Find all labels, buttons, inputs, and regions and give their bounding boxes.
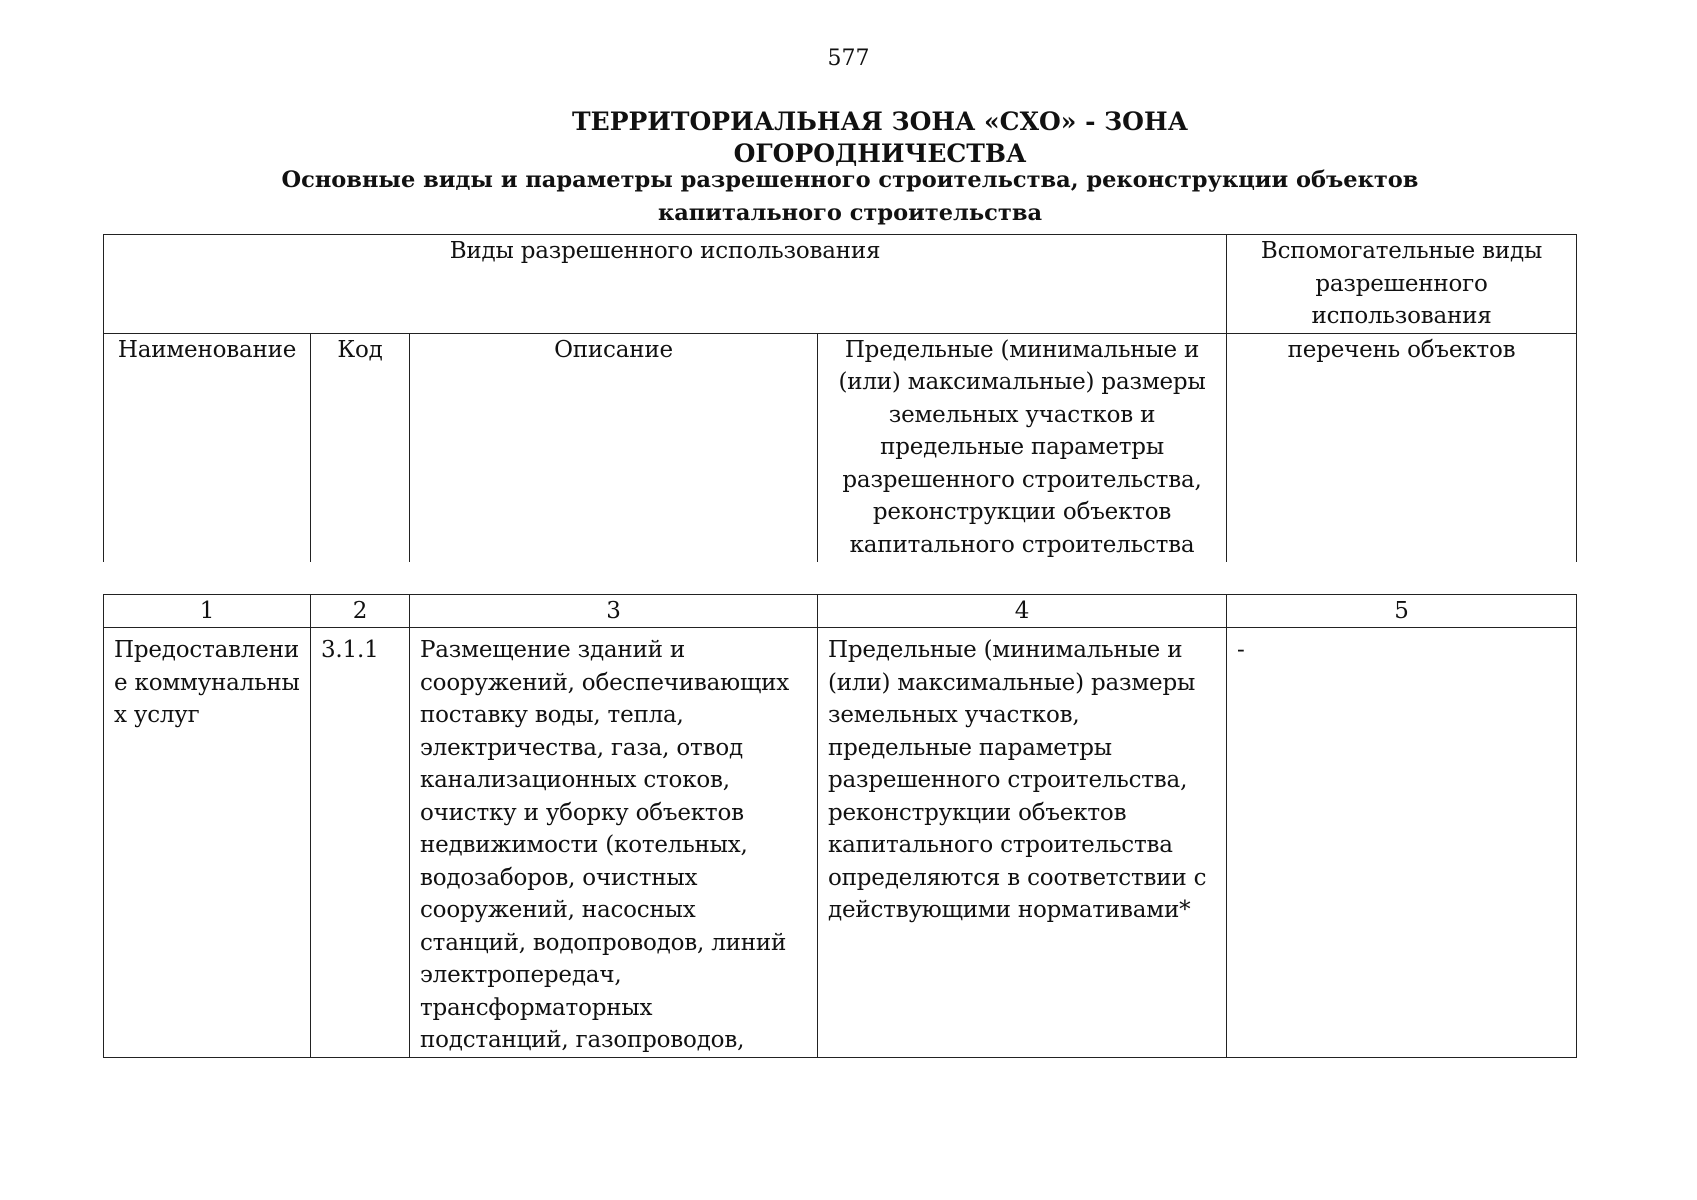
header-group-aux: Вспомогательные виды разрешенного использования: [1227, 235, 1577, 334]
cell-name: Предоставление коммунальных услуг: [104, 628, 311, 1058]
header-col-description: Описание: [410, 333, 818, 562]
header-col-name: Наименование: [104, 333, 311, 562]
header-col-code: Код: [311, 333, 410, 562]
column-number: 1: [104, 595, 311, 628]
body-table: [103, 594, 1577, 1058]
column-number: 5: [1227, 595, 1577, 628]
header-group-main: Виды разрешенного использования: [104, 235, 1227, 334]
cell-parameters: Предельные (минимальные и (или) максимальные) размеры земельных участков, предельные параметры разрешенного строительства, реконструкции объектов капитального строительства определяются в соответствии с действующими нормативами*: [818, 628, 1227, 1058]
page-number: 577: [827, 46, 870, 71]
section-title: Основные виды и параметры разрешенного строительства, реконструкции объектов капитального строительства: [281, 167, 1419, 226]
zone-title: ТЕРРИТОРИАЛЬНАЯ ЗОНА «СХО» - ЗОНА ОГОРОДНИЧЕСТВА: [572, 107, 1188, 168]
header-col-objects: перечень объектов: [1227, 333, 1577, 562]
table-row: [104, 628, 1577, 1058]
header-col-parameters: Предельные (минимальные и (или) максимальные) размеры земельных участков и предельные параметры разрешенного строительства, реконструкции объектов капитального строительства: [818, 333, 1227, 562]
cell-code: 3.1.1: [311, 628, 410, 1058]
header-table: [103, 234, 1577, 562]
cell-description: Размещение зданий и сооружений, обеспечивающих поставку воды, тепла, электричества, газа, отвод канализационных стоков, очистку и уборку объектов недвижимости (котельных, водозаборов, очистных сооружений, насосных станций, водопроводов, линий электропередач, трансформаторных подстанций, газопроводов,: [410, 628, 818, 1058]
column-number: 3: [410, 595, 818, 628]
column-number: 2: [311, 595, 410, 628]
cell-aux: -: [1227, 628, 1577, 1058]
column-number: 4: [818, 595, 1227, 628]
